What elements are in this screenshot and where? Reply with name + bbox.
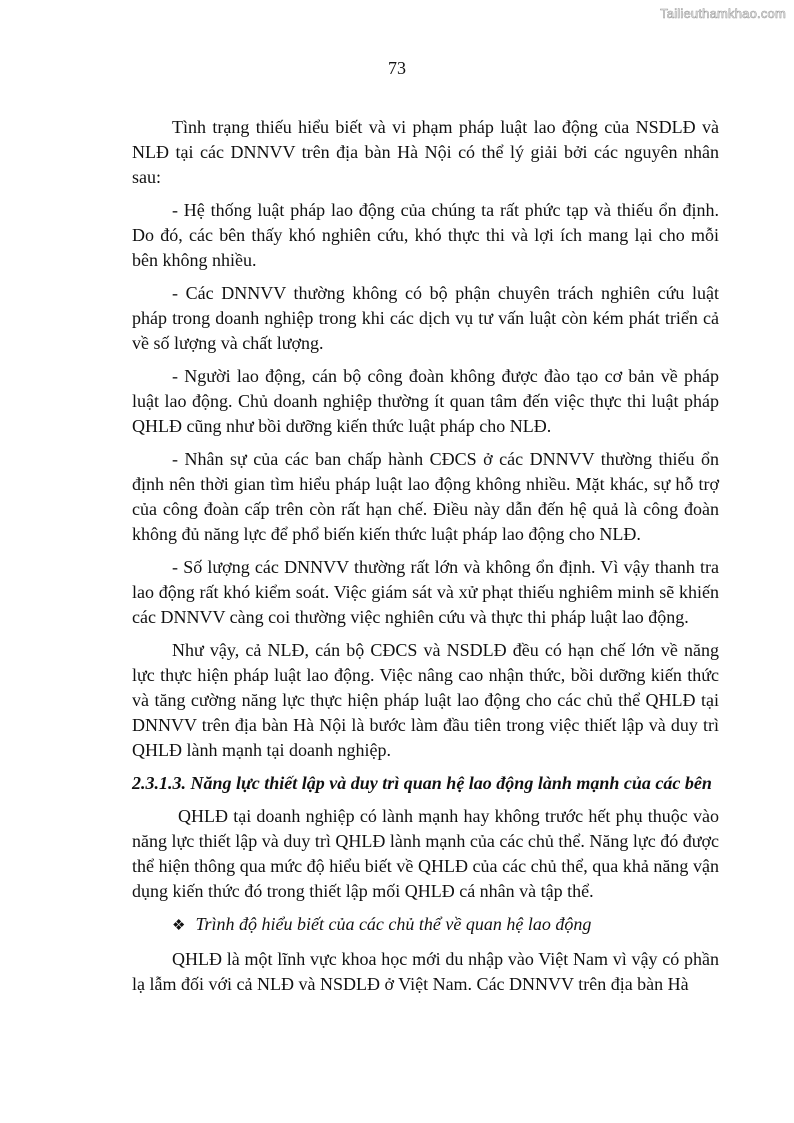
subsection-heading-text: Trình độ hiểu biết của các chủ thể về quan hệ lao động bbox=[195, 914, 592, 934]
paragraph-understanding: QHLĐ là một lĩnh vực khoa học mới du nhập vào Việt Nam vì vậy có phần lạ lẫm đối với cả NLĐ và NSDLĐ ở Việt Nam. Các DNNVV trên địa bàn Hà bbox=[132, 949, 719, 994]
subsection-heading bbox=[132, 912, 719, 939]
paragraph-conclusion: Như vậy, cả NLĐ, cán bộ CĐCS và NSDLĐ đều có hạn chế lớn về năng lực thực hiện pháp luật lao động. Việc nâng cao nhận thức, bồi dưỡng kiến thức và tăng cường năng lực thực hiện pháp luật lao động cho các chủ thể QHLĐ tại DNNVV trên địa bàn Hà Nội là bước làm đầu tiên trong việc thiết lập và duy trì QHLĐ lành mạnh tại doanh nghiệp. bbox=[132, 640, 719, 760]
page-number: 73 bbox=[388, 58, 406, 78]
bullet-item-no-training: - Người lao động, cán bộ công đoàn không được đào tạo cơ bản về pháp luật lao động. Chủ doanh nghiệp thường ít quan tâm đến việc thực thi luật pháp QHLĐ cũng như bồi dưỡng kiến thức luật pháp cho NLĐ. bbox=[132, 366, 719, 436]
bullet-item-no-legal-department: - Các DNNVV thường không có bộ phận chuyên trách nghiên cứu luật pháp trong doanh nghiệp trong khi các dịch vụ tư vấn luật còn kém phát triển cả về số lượng và chất lượng. bbox=[132, 283, 719, 353]
bullet-item-union-instability: - Nhân sự của các ban chấp hành CĐCS ở các DNNVV thường thiếu ổn định nên thời gian tìm hiểu pháp luật lao động không nhiều. Mặt khác, sự hỗ trợ của công đoàn cấp trên còn rất hạn chế. Điều này dẫn đến hệ quả là công đoàn không đủ năng lực để phổ biến kiến thức luật pháp lao động cho NLĐ. bbox=[132, 449, 719, 544]
bullet-item-legal-system: - Hệ thống luật pháp lao động của chúng ta rất phức tạp và thiếu ổn định. Do đó, các bên thấy khó nghiên cứu, khó thực thi và lợi ích mang lại cho mỗi bên không nhiều. bbox=[132, 200, 719, 270]
section-heading: 2.3.1.3. Năng lực thiết lập và duy trì quan hệ lao động lành mạnh của các bên bbox=[132, 773, 712, 793]
diamond-bullet-icon: ❖ bbox=[172, 918, 186, 934]
paragraph-capacity: QHLĐ tại doanh nghiệp có lành mạnh hay không trước hết phụ thuộc vào năng lực thiết lập và duy trì QHLĐ lành mạnh của các chủ thể. Năng lực đó được thể hiện thông qua mức độ hiểu biết về QHLĐ của các chủ thể, qua khả năng vận dụng kiến thức đó trong thiết lập mối QHLĐ cá nhân và tập thể. bbox=[132, 806, 719, 901]
bullet-item-inspection: - Số lượng các DNNVV thường rất lớn và không ổn định. Vì vậy thanh tra lao động rất khó kiểm soát. Việc giám sát và xử phạt thiếu nghiêm minh sẽ khiến các DNNVV càng coi thường việc nghiên cứu và thực thi pháp luật lao động. bbox=[132, 557, 719, 627]
document-body bbox=[132, 115, 719, 1005]
paragraph-intro: Tình trạng thiếu hiểu biết và vi phạm pháp luật lao động của NSDLĐ và NLĐ tại các DNNVV trên địa bàn Hà Nội có thể lý giải bởi các nguyên nhân sau: bbox=[132, 117, 719, 187]
watermark-text: Tailieuthamkhao.com bbox=[660, 6, 786, 21]
